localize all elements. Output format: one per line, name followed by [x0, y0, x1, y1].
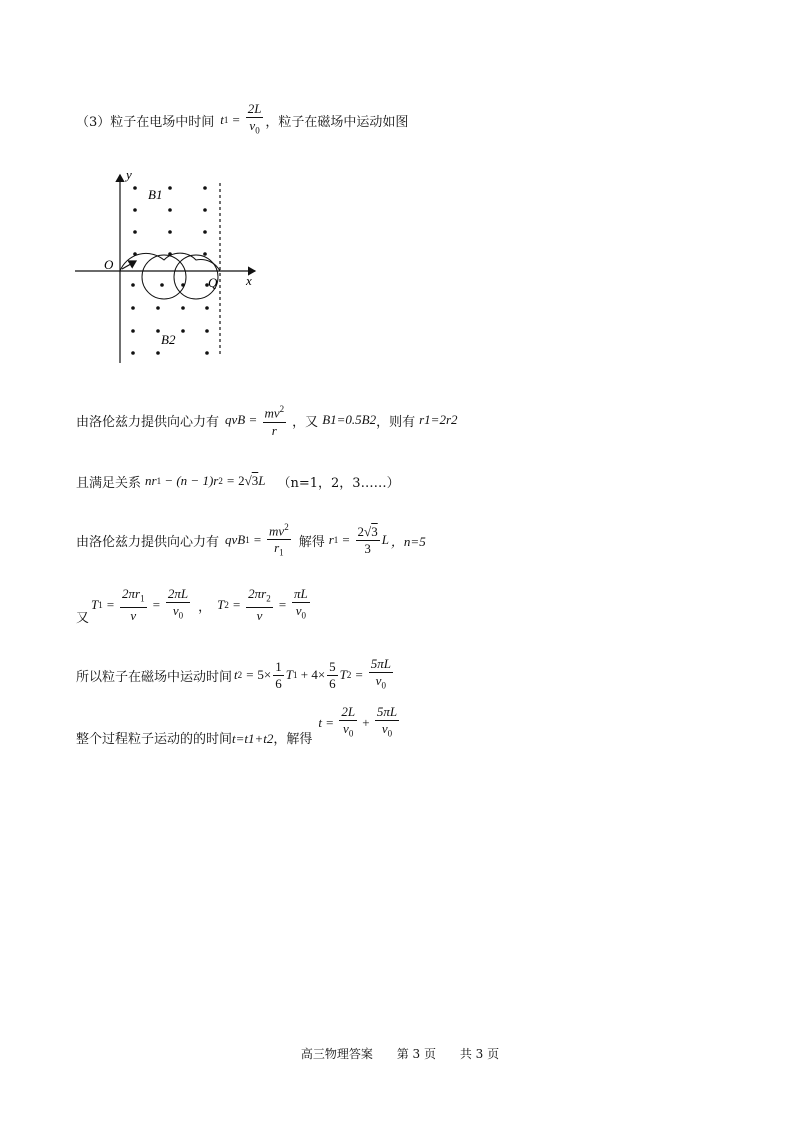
l5-prefix: 又 [76, 611, 90, 626]
l7-suffix: ，解得 [273, 732, 313, 747]
line-lorentz-1 [76, 395, 458, 445]
formula-t-total: t = $\frac{2L}{v_0}$ + $\frac{5\pi L}{v_0}$ [318, 704, 398, 739]
l2-prefix: 由洛伦兹力提供向心力有 [76, 414, 220, 430]
line-lorentz-2 [76, 515, 426, 565]
formula-qvb: qvB = $\frac{mv^2}{r}$ [225, 404, 285, 438]
label-x-axis: x [246, 273, 252, 288]
l4-prefix: 由洛伦兹力提供向心力有 [76, 534, 220, 550]
field-dots-upper [133, 186, 207, 256]
l2-mid: ，又 [292, 414, 319, 430]
footer-title: 高三物理答案 [300, 1047, 373, 1061]
velocity-arrow [122, 261, 136, 269]
line-magnetic-time [76, 652, 395, 698]
formula-r1: r 1 = $\frac{2√3}{3}$ L [328, 523, 389, 556]
l2-then: ，则有 [376, 414, 416, 430]
footer-page: 第 3 页 [396, 1047, 436, 1061]
label-field-b1: B1 [148, 187, 163, 202]
label-y-axis: y [126, 167, 132, 182]
l7-prefix: 整个过程粒子运动的的时间 [76, 732, 233, 747]
line-electric-time [76, 96, 408, 144]
l3-prefix: 且满足关系 [76, 475, 142, 491]
trajectory-circle-1 [142, 255, 186, 299]
l4-mid: 解得 [298, 534, 325, 550]
l1-suffix: ，粒子在磁场中运动如图 [265, 114, 409, 130]
l2-cond: B1=0.5B2 [322, 412, 377, 427]
formula-t2: t 2 = 5× $\frac{1}{6}$ T 1 + 4× $\frac{5}{6}$ T 2 = $\frac{5\pi L}{v_0}$ [234, 656, 391, 691]
label-origin: O [104, 257, 114, 272]
line-total-time [76, 705, 401, 753]
line-relation [76, 468, 400, 494]
footer-total: 共 3 页 [459, 1047, 500, 1061]
formula-qvb1: qvB 1 = $\frac{mv^2}{r_1}$ [225, 522, 289, 558]
formula-t1: t 1 = $\frac{2L}{v_0}$ [220, 101, 262, 136]
l3-note: （n=1，2，3……） [277, 475, 400, 491]
line-periods: 又 T 1 = $\frac{2\pi r_1}{v}$ = $\frac{2\pi L}{v_0}$ ， T 2 = $\frac{2\pi r_2}{v}$ = $\frac{\pi L}{v_0}$ [76, 580, 312, 630]
l2-result: r1=2r2 [419, 412, 458, 427]
l1-prefix: （3）粒子在电场中时间 [76, 114, 215, 130]
label-point-q: Q [208, 275, 218, 290]
formula-t1-period: T 1 = $\frac{2\pi r_1}{v}$ = $\frac{2\pi L}{v_0}$ [91, 586, 189, 623]
l6-prefix: 所以粒子在磁场中运动时间 [76, 669, 233, 685]
page-footer [0, 1045, 800, 1062]
formula-relation: nr 1 − (n − 1)r 2 = 2 √ 3 L [145, 473, 266, 488]
formula-t2-period: T 2 = $\frac{2\pi r_2}{v}$ = $\frac{\pi L}{v_0}$ [217, 586, 308, 623]
magnetic-field-figure [70, 165, 270, 370]
l4-n: ，n=5 [390, 533, 426, 549]
label-field-b2: B2 [161, 332, 176, 347]
l7-expr: t=t1+t2 [232, 731, 274, 746]
